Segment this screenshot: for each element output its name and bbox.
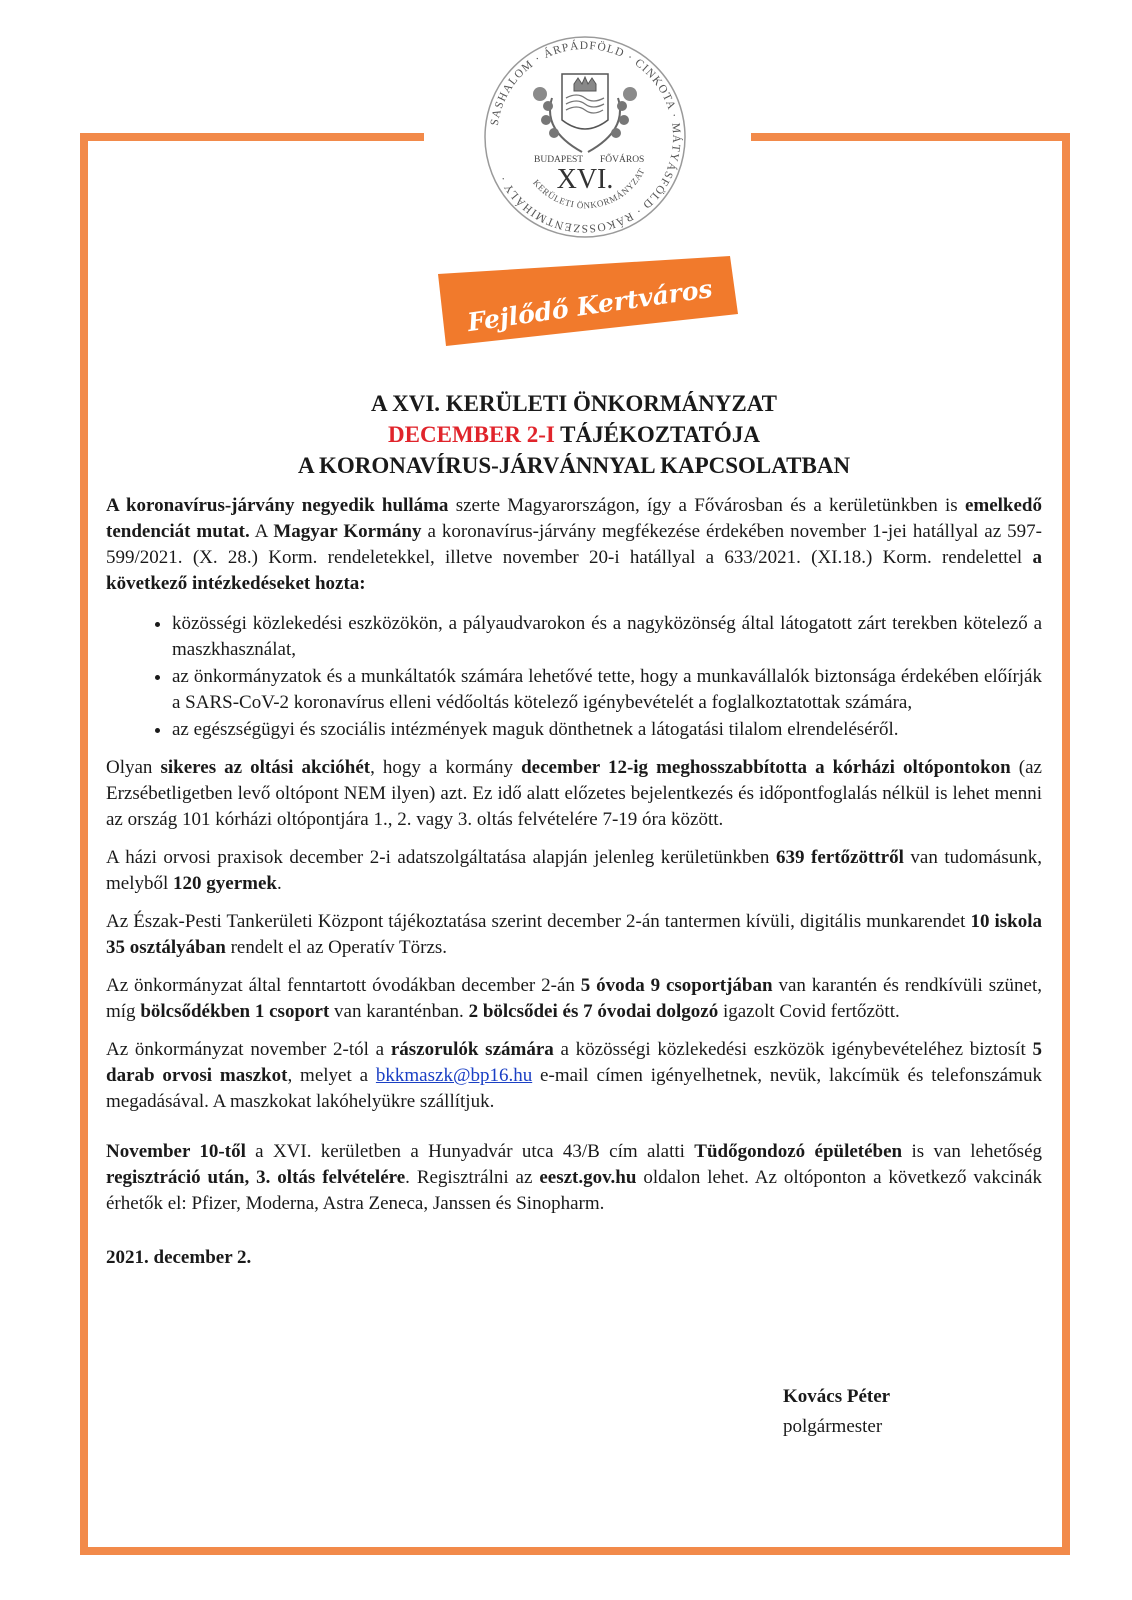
frame-right [1062,133,1070,1555]
frame-bottom [80,1547,1070,1555]
vaccination-week-paragraph: Olyan sikeres az oltási akcióhét, hogy a kormány december 12-ig meghosszabbította a kórházi oltópontokon (az Erzsébetligetben levő oltópont NEM ilyen) azt. Ez idő alatt előzetes bejelentkezés és időpontfoglalás nélkül is lehet menni az ország 101 kórházi oltópontjára 1., 2. vagy 3. oltás felvételére 7-19 óra között. [106,757,1042,830]
schools-paragraph: Az Észak-Pesti Tankerületi Központ tájékoztatása szerint december 2-án tantermen kívüli, digitális munkarendet 10 iskola 35 osztályában rendelt el az Operatív Törzs. [106,911,1042,958]
kindergartens-paragraph: Az önkormányzat által fenntartott óvodákban december 2-án 5 óvoda 9 csoportjában van karantén és rendkívüli szünet, míg bölcsődékben 1 csoport van karanténban. 2 bölcsődei és 7 óvodai dolgozó igazolt Covid fertőzött. [106,975,1042,1022]
signature-block [783,1382,890,1442]
seal-ring-text: SASHALOM · ÁRPÁDFÖLD · CINKOTA · MÁTYÁSFÖLD · RÁKOSSZENTMIHÁLY · [488,39,683,235]
list-item: • az önkormányzatok és a munkáltatók számára lehetővé tette, hogy a munkavállalók biztonsága érdekében előírják a SARS-CoV-2 koronavírus elleni védőoltás kötelező igénybevételét a foglalkoztatottak számára, [172,664,1042,716]
email-link[interactable]: bkkmaszk@bp16.hu [375,1065,533,1086]
signatory-role: polgármester [783,1416,883,1437]
seal-left-text: BUDAPEST [534,155,584,165]
seal-inner-ring-text: KERÜLETI ÖNKORMÁNYZAT [531,166,647,211]
title-line-2 [106,419,1042,450]
seal-numeral: XVI. [556,164,614,195]
list-item: • az egészségügyi és szociális intézmények maguk dönthetnek a látogatási tilalom elrendeléséről. [172,717,1042,743]
document-date: 2021. december 2. [106,1247,252,1268]
frame-top-left [80,133,424,141]
fejlodo-kertvaros-banner [438,256,738,346]
frame-left [80,133,88,1555]
district-seal-logo [482,34,688,240]
infection-count-paragraph: A házi orvosi praxisok december 2-i adatszolgáltatása alapján jelenleg kerületünkben 639 fertőzöttről van tudomásunk, melyből 120 gyermek. [106,847,1042,894]
measures-list [106,611,1042,743]
title-line-2-rest: TÁJÉKOZTATÓJA [554,422,760,447]
title-line-1: A XVI. KERÜLETI ÖNKORMÁNYZAT [371,391,777,416]
list-item: • közösségi közlekedési eszközökön, a pályaudvarokon és a nagyközönség által látogatott zárt terekben kötelező a maszkhasználat, [172,611,1042,663]
signatory-name: Kovács Péter [783,1386,891,1407]
third-dose-paragraph: November 10-től a XVI. kerületben a Hunyadvár utca 43/B cím alatti Tüdőgondozó épületében is van lehetőség regisztráció után, 3. oltás felvételére. Regisztrálni az eeszt.gov.hu oldalon lehet. Az oltóponton a következő vakcinák érhetők el: Pfizer, Moderna, Astra Zeneca, Janssen és Sinopharm. [106,1141,1042,1214]
intro-paragraph: A koronavírus-járvány negyedik hulláma szerte Magyarországon, így a Fővárosban és a kerületünkben is emelkedő tendenciát mutat. A Magyar Kormány a koronavírus-járvány megfékezése érdekében november 1-jei hatállyal az 597-599/2021. (X. 28.) Korm. rendeletekkel, illetve november 20-i hatállyal a 633/2021. (XI.18.) Korm. rendelettel a következő intézkedéseket hozta: [106,495,1042,594]
banner-text: Fejlődő Kertváros [465,273,715,338]
title-date-red: DECEMBER 2-I [388,422,555,447]
document-body [106,388,1042,1269]
frame-top-right [751,133,1070,141]
masks-paragraph: Az önkormányzat november 2-tól a rászorulók számára a közösségi közlekedési eszközök igénybevételéhez biztosít 5 darab orvosi maszkot, melyet a bkkmaszk@bp16.hu e-mail címen igényelhetnek, nevük, lakcímük és telefonszámuk megadásával. A maszkokat lakóhelyükre szállítjuk. [106,1039,1042,1112]
title-line-3: A KORONAVÍRUS-JÁRVÁNNYAL KAPCSOLATBAN [297,453,851,478]
seal-right-text: FŐVÁROS [600,155,645,165]
